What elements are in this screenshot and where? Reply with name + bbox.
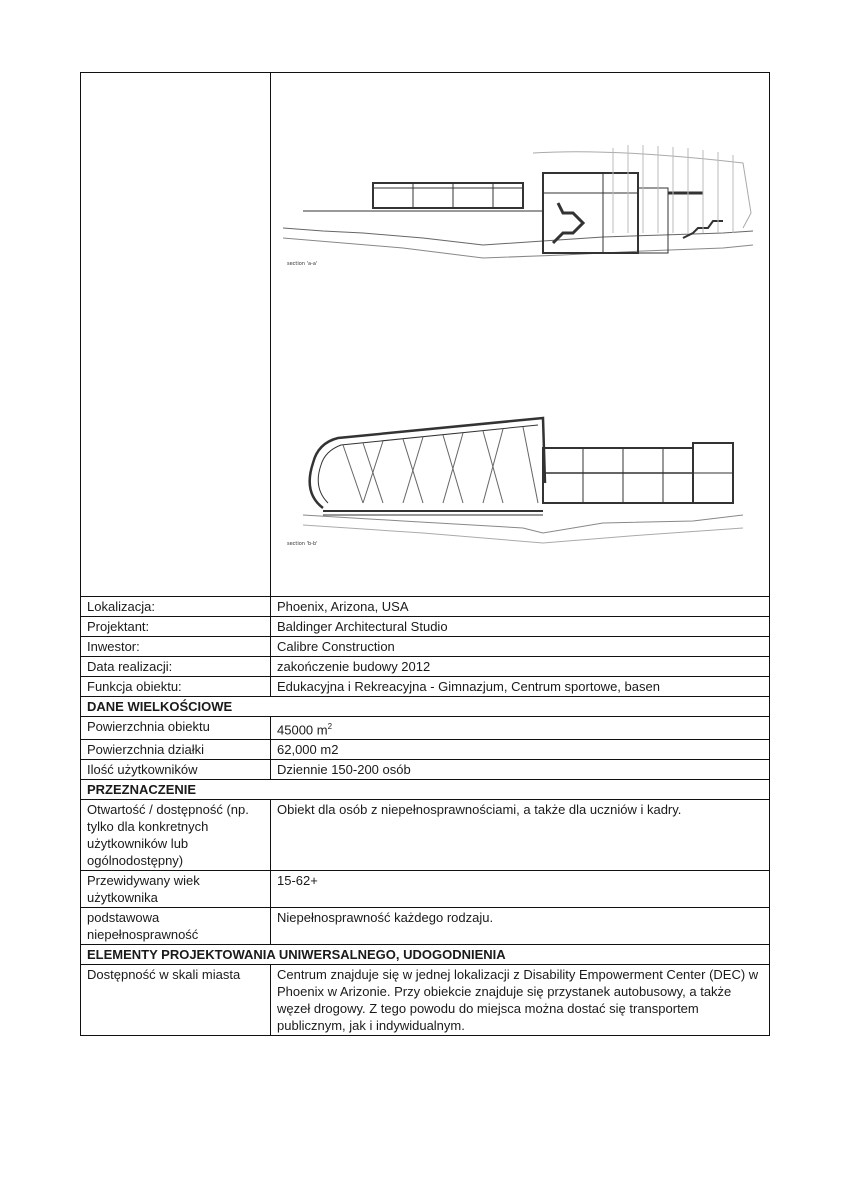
info-label: Inwestor: xyxy=(81,637,271,657)
info-label: Projektant: xyxy=(81,617,271,637)
section-a-label: section 'a-a' xyxy=(287,261,318,267)
size-row xyxy=(81,760,770,780)
universal-label: Dostępność w skali miasta xyxy=(81,965,271,1036)
section-heading-row xyxy=(81,780,770,800)
size-row xyxy=(81,717,770,740)
purpose-value: Niepełnosprawność każdego rodzaju. xyxy=(271,908,770,945)
info-value: Baldinger Architectural Studio xyxy=(271,617,770,637)
section-heading-row xyxy=(81,945,770,965)
info-label: Data realizacji: xyxy=(81,657,271,677)
size-label: Ilość użytkowników xyxy=(81,760,271,780)
info-row xyxy=(81,677,770,697)
purpose-row xyxy=(81,800,770,871)
size-label: Powierzchnia obiektu xyxy=(81,717,271,740)
size-value: 62,000 m2 xyxy=(271,740,770,760)
purpose-label: podstawowa niepełnosprawność xyxy=(81,908,271,945)
drawings-row xyxy=(81,73,770,597)
size-value xyxy=(271,717,770,740)
info-row xyxy=(81,617,770,637)
info-value: zakończenie budowy 2012 xyxy=(271,657,770,677)
size-value-text: 45000 m xyxy=(277,722,328,738)
info-value: Phoenix, Arizona, USA xyxy=(271,597,770,617)
size-value: Dziennie 150-200 osób xyxy=(271,760,770,780)
info-value: Edukacyjna i Rekreacyjna - Gimnazjum, Centrum sportowe, basen xyxy=(271,677,770,697)
project-sheet-table xyxy=(80,72,770,1036)
section-b-label: section 'b-b' xyxy=(287,541,318,547)
info-label: Funkcja obiektu: xyxy=(81,677,271,697)
info-row xyxy=(81,657,770,677)
size-label: Powierzchnia działki xyxy=(81,740,271,760)
drawings-wrap xyxy=(271,73,769,596)
info-row xyxy=(81,637,770,657)
purpose-row xyxy=(81,871,770,908)
universal-section-title: ELEMENTY PROJEKTOWANIA UNIWERSALNEGO, UDOGODNIENIA xyxy=(81,945,770,965)
drawings-cell xyxy=(271,73,770,597)
purpose-label: Przewidywany wiek użytkownika xyxy=(81,871,271,908)
purpose-value: 15-62+ xyxy=(271,871,770,908)
section-heading-row xyxy=(81,697,770,717)
info-value: Calibre Construction xyxy=(271,637,770,657)
size-value-sup: 2 xyxy=(327,722,333,731)
size-row xyxy=(81,740,770,760)
info-label: Lokalizacja: xyxy=(81,597,271,617)
purpose-value: Obiekt dla osób z niepełnosprawnościami, a także dla uczniów i kadry. xyxy=(271,800,770,871)
drawings-label-cell xyxy=(81,73,271,597)
purpose-label: Otwartość / dostępność (np. tylko dla konkretnych użytkowników lub ogólnodostępny) xyxy=(81,800,271,871)
info-row xyxy=(81,597,770,617)
document-page xyxy=(80,72,769,1036)
purpose-row xyxy=(81,908,770,945)
section-b-drawing xyxy=(283,403,763,553)
size-section-title: DANE WIELKOŚCIOWE xyxy=(81,697,770,717)
universal-row xyxy=(81,965,770,1036)
purpose-section-title: PRZEZNACZENIE xyxy=(81,780,770,800)
section-a-drawing xyxy=(283,133,763,273)
universal-value: Centrum znajduje się w jednej lokalizacji z Disability Empowerment Center (DEC) w Phoenix w Arizonie. Przy obiekcie znajduje się przystanek autobusowy, a także węzeł drogowy. Z tego powodu do miejsca można dostać się transportem publicznym, jak i indywidualnym. xyxy=(271,965,770,1036)
